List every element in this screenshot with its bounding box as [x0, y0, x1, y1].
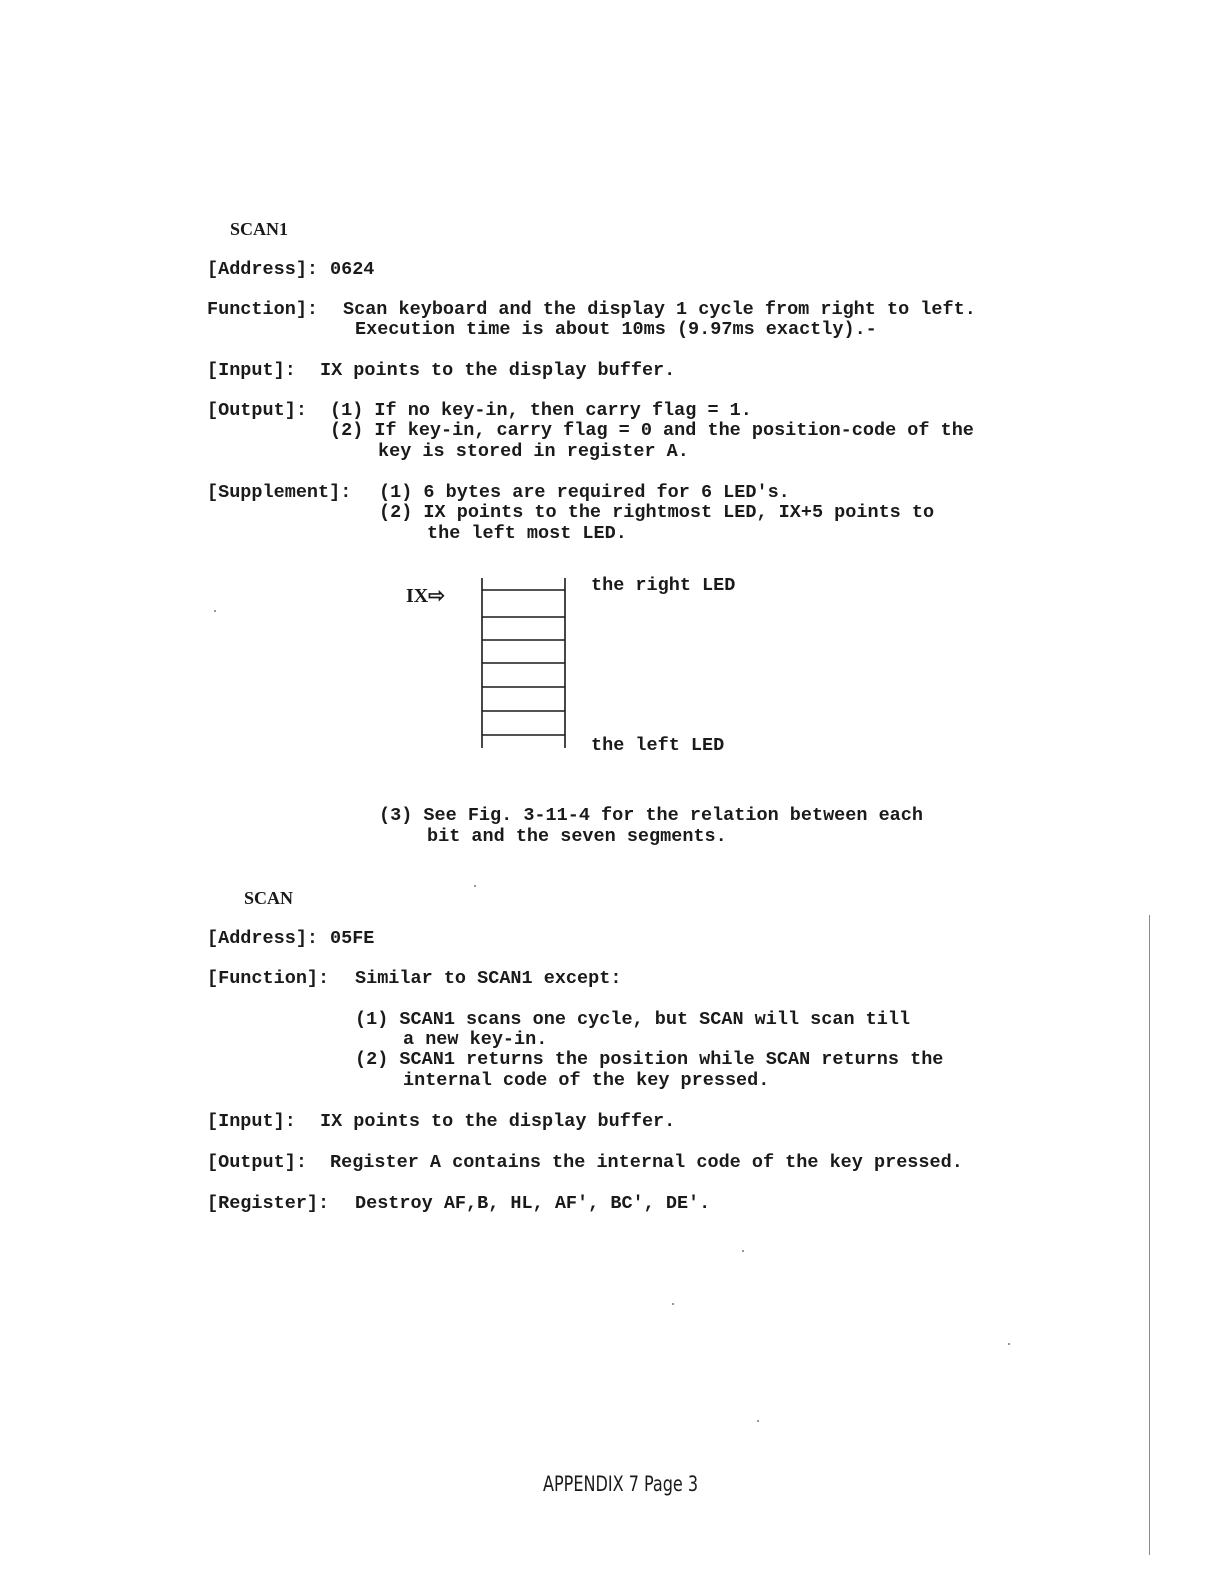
scan1-supplement-item-3-cont: bit and the seven segments. — [427, 826, 727, 847]
scan1-output-item-1: (1) If no key-in, then carry flag = 1. — [330, 400, 752, 421]
scan1-function-label: Function]: — [207, 299, 319, 320]
scan-function-text: Similar to SCAN1 except: — [355, 968, 622, 989]
scan-output-label: [Output]: — [207, 1152, 307, 1173]
scan1-supplement-label: [Supplement]: — [207, 482, 352, 503]
scan-output-text: Register A contains the internal code of the key pressed. — [330, 1152, 963, 1173]
scan-address-label: [Address]: — [207, 928, 319, 949]
scan-item-1-cont: a new key-in. — [403, 1029, 548, 1050]
scan-register-text: Destroy AF,B, HL, AF', BC', DE'. — [355, 1193, 711, 1214]
scan1-supplement-item-1: (1) 6 bytes are required for 6 LED's. — [379, 482, 790, 503]
scan1-supplement-item-3: (3) See Fig. 3-11-4 for the relation between each — [379, 805, 923, 826]
left-led-label: the left LED — [591, 735, 725, 756]
scan1-supplement-item-2: (2) IX points to the rightmost LED, IX+5 points to — [379, 502, 935, 523]
scan1-function-text-cont: Execution time is about 10ms (9.97ms exactly).- — [355, 319, 877, 340]
scan1-title: SCAN1 — [230, 219, 289, 239]
scan1-input-label: [Input]: — [207, 360, 296, 381]
scan-item-2: (2) SCAN1 returns the position while SCAN returns the — [355, 1049, 944, 1070]
scan-speck — [214, 610, 216, 612]
right-led-label: the right LED — [591, 575, 736, 596]
scan-input-label: [Input]: — [207, 1111, 296, 1132]
scan-speck — [757, 1420, 759, 1422]
scan-speck — [742, 1250, 744, 1252]
scan-register-label: [Register]: — [207, 1193, 330, 1214]
scan-item-2-cont: internal code of the key pressed. — [403, 1070, 770, 1091]
scan1-function-text: Scan keyboard and the display 1 cycle from right to left. — [343, 299, 976, 320]
scan1-input-text: IX points to the display buffer. — [320, 360, 676, 381]
scan1-address-value: 0624 — [330, 259, 375, 280]
scan-speck — [672, 1303, 674, 1305]
scan1-address-label: [Address]: — [207, 259, 319, 280]
scan-speck — [1008, 1343, 1010, 1345]
scan1-output-item-2-cont: key is stored in register A. — [378, 441, 689, 462]
scan1-output-label: [Output]: — [207, 400, 307, 421]
scan-input-text: IX points to the display buffer. — [320, 1111, 676, 1132]
scan1-output-item-2: (2) If key-in, carry flag = 0 and the position-code of the — [330, 420, 974, 441]
scan-item-1: (1) SCAN1 scans one cycle, but SCAN will scan till — [355, 1009, 911, 1030]
scan-title: SCAN — [244, 888, 294, 908]
page-footer: APPENDIX 7 Page 3 — [543, 1472, 699, 1496]
led-buffer-diagram — [470, 570, 580, 755]
scan-speck — [474, 885, 476, 887]
scan-address-value: 05FE — [330, 928, 375, 949]
scan-function-label: [Function]: — [207, 968, 330, 989]
scan1-supplement-item-2-cont: the left most LED. — [427, 523, 627, 544]
ix-pointer-label: IX⇨ — [406, 585, 445, 607]
scan-edge-line — [1149, 915, 1150, 1555]
